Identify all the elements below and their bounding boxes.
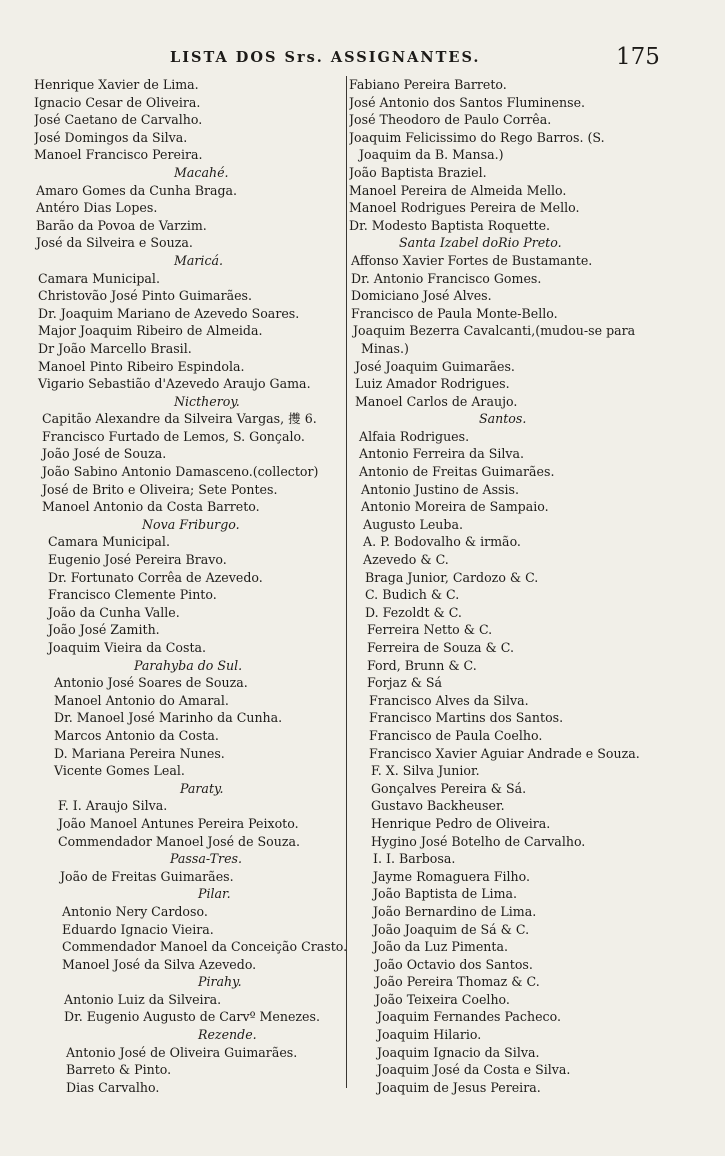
subscriber-entry: Antonio Moreira de Sampaio.: [361, 499, 549, 515]
subscriber-entry: Dr. Joaquim Mariano de Azevedo Soares.: [38, 305, 300, 321]
subscriber-entry: Joaquim da B. Mansa.): [359, 147, 504, 163]
subscriber-entry: Vicente Gomes Leal.: [54, 763, 185, 779]
subscriber-entry: Ferreira de Souza & C.: [367, 640, 514, 655]
subscriber-entry: José de Brito e Oliveira; Sete Pontes.: [42, 481, 278, 497]
subscriber-entry: João de Freitas Guimarães.: [60, 868, 234, 884]
subscriber-entry: Antonio Nery Cardoso.: [62, 903, 208, 919]
subscriber-entry: Joaquim Fernandes Pacheco.: [377, 1009, 561, 1025]
subscriber-entry: Camara Municipal.: [48, 534, 170, 550]
subscriber-entry: João Pereira Thomaz & C.: [375, 974, 540, 990]
section-heading: Santos.: [479, 411, 527, 427]
subscriber-entry: João da Luz Pimenta.: [373, 939, 508, 955]
subscriber-entry: José da Silveira e Souza.: [36, 235, 193, 251]
page-header: [0, 44, 725, 74]
section-heading: Santa Izabel doRio Preto.: [399, 235, 562, 251]
section-heading: Maricá.: [174, 252, 224, 268]
subscriber-entry: José Theodoro de Paulo Corrêa.: [349, 112, 552, 128]
subscriber-entry: C. Budich & C.: [365, 587, 460, 603]
subscriber-entry: Fabiano Pereira Barreto.: [349, 77, 507, 92]
subscriber-entry: D. Fezoldt & C.: [365, 604, 462, 620]
page-number: 175: [616, 44, 660, 70]
subscriber-entry: Christovão José Pinto Guimarães.: [38, 288, 253, 304]
subscriber-entry: A. P. Bodovalho & irmão.: [363, 534, 521, 550]
subscriber-entry: Francisco Martins dos Santos.: [369, 710, 564, 726]
subscriber-entry: Ignacio Cesar de Oliveira.: [34, 94, 201, 110]
subscriber-entry: Antonio de Freitas Guimarães.: [359, 464, 555, 480]
subscriber-entry: Manoel Pinto Ribeiro Espindola.: [38, 358, 245, 374]
left-column: [34, 76, 364, 1096]
subscriber-entry: Dias Carvalho.: [66, 1079, 160, 1095]
subscriber-entry: José Domingos da Silva.: [34, 129, 188, 145]
subscriber-entry: Joaquim Ignacio da Silva.: [377, 1044, 540, 1060]
subscriber-entry: Manoel Antonio da Costa Barreto.: [42, 499, 260, 515]
subscriber-entry: Francisco de Paula Coelho.: [369, 727, 543, 743]
subscriber-entry: Amaro Gomes da Cunha Braga.: [36, 182, 238, 198]
subscriber-entry: João Baptista de Lima.: [373, 886, 518, 902]
subscriber-entry: João Baptista Braziel.: [349, 164, 487, 180]
subscriber-entry: Joaquim Bezerra Cavalcanti,(mudou-se para: [353, 323, 636, 339]
section-heading: Pilar.: [198, 886, 231, 902]
subscriber-entry: Augusto Leuba.: [363, 516, 463, 532]
subscriber-entry: F. I. Araujo Silva.: [58, 798, 168, 814]
subscriber-entry: Affonso Xavier Fortes de Bustamante.: [351, 252, 593, 268]
subscriber-entry: João da Cunha Valle.: [48, 604, 180, 620]
subscriber-entry: João Octavio dos Santos.: [375, 956, 533, 972]
subscriber-entry: Gonçalves Pereira & Sá.: [371, 780, 527, 796]
subscriber-entry: Vigario Sebastião d'Azevedo Araujo Gama.: [38, 376, 311, 392]
subscriber-entry: F. X. Silva Junior.: [371, 763, 480, 779]
subscriber-entry: D. Mariana Pereira Nunes.: [54, 745, 225, 761]
section-heading: Paraty.: [180, 780, 224, 796]
section-heading: Rezende.: [198, 1027, 257, 1043]
subscriber-entry: Forjaz & Sá: [367, 675, 443, 691]
subscriber-entry: Minas.): [361, 340, 409, 356]
subscriber-entry: Braga Junior, Cardozo & C.: [365, 569, 539, 585]
subscriber-entry: Francisco de Paula Monte-Bello.: [351, 305, 558, 321]
subscriber-entry: Antonio Ferreira da Silva.: [359, 446, 525, 462]
section-heading: Parahyba do Sul.: [134, 657, 243, 673]
subscriber-entry: João Joaquim de Sá & C.: [373, 921, 530, 937]
subscriber-entry: José Joaquim Guimarães.: [355, 358, 515, 374]
subscriber-entry: Hygino José Botelho de Carvalho.: [371, 833, 586, 849]
subscriber-entry: Joaquim José da Costa e Silva.: [377, 1062, 571, 1078]
subscriber-entry: Manoel Rodrigues Pereira de Mello.: [349, 200, 580, 216]
subscriber-entry: Jayme Romaguera Filho.: [373, 868, 531, 884]
section-heading: Pirahy.: [198, 974, 242, 990]
subscriber-entry: Ferreira Netto & C.: [367, 622, 493, 638]
subscriber-entry: Manoel Carlos de Araujo.: [355, 393, 518, 409]
subscriber-entry: Francisco Alves da Silva.: [369, 692, 529, 708]
subscriber-entry: Major Joaquim Ribeiro de Almeida.: [38, 323, 263, 339]
section-heading: Nictheroy.: [174, 393, 240, 409]
subscriber-entry: João José de Souza.: [42, 446, 167, 462]
subscriber-entry: Marcos Antonio da Costa.: [54, 727, 219, 743]
subscriber-entry: Commendador Manoel José de Souza.: [58, 833, 301, 849]
subscriber-entry: Manoel Antonio do Amaral.: [54, 692, 229, 708]
subscriber-entry: José Antonio dos Santos Fluminense.: [349, 94, 586, 110]
subscriber-entry: João Bernardino de Lima.: [373, 903, 537, 919]
subscriber-entry: Antonio José de Oliveira Guimarães.: [66, 1044, 298, 1060]
subscriber-entry: Francisco Clemente Pinto.: [48, 587, 217, 603]
subscriber-entry: Dr. Antonio Francisco Gomes.: [351, 270, 542, 286]
subscriber-entry: Henrique Pedro de Oliveira.: [371, 815, 551, 831]
subscriber-entry: Dr. Fortunato Corrêa de Azevedo.: [48, 569, 263, 585]
subscriber-entry: João Teixeira Coelho.: [375, 991, 510, 1007]
subscriber-entry: Manoel José da Silva Azevedo.: [62, 956, 257, 972]
subscriber-entry: I. I. Barbosa.: [373, 851, 456, 867]
subscriber-entry: Antonio Luiz da Silveira.: [64, 991, 222, 1007]
subscriber-entry: Eduardo Ignacio Vieira.: [62, 921, 214, 937]
subscriber-entry: Ford, Brunn & C.: [367, 657, 477, 673]
subscriber-entry: João Manoel Antunes Pereira Peixoto.: [58, 815, 299, 831]
subscriber-entry: Joaquim Hilario.: [377, 1027, 482, 1043]
subscriber-entry: Eugenio José Pereira Bravo.: [48, 552, 227, 568]
page-title: LISTA DOS Srs. ASSIGNANTES.: [170, 49, 481, 66]
subscriber-entry: Dr. Eugenio Augusto de Carvº Menezes.: [64, 1009, 320, 1025]
section-heading: Nova Friburgo.: [142, 516, 240, 532]
subscriber-entry: Camara Municipal.: [38, 270, 160, 286]
subscriber-entry: Joaquim Felicissimo do Rego Barros. (S.: [349, 129, 605, 145]
section-heading: Passa-Tres.: [170, 851, 242, 867]
subscriber-entry: Alfaia Rodrigues.: [359, 428, 470, 444]
subscriber-entry: Joaquim Vieira da Costa.: [48, 640, 207, 655]
subscriber-entry: Luiz Amador Rodrigues.: [355, 376, 510, 392]
subscriber-entry: Henrique Xavier de Lima.: [34, 77, 199, 92]
subscriber-entry: Dr. Manoel José Marinho da Cunha.: [54, 710, 283, 726]
subscriber-entry: Antéro Dias Lopes.: [36, 200, 158, 216]
subscriber-entry: Domiciano José Alves.: [351, 288, 492, 304]
subscriber-entry: José Caetano de Carvalho.: [34, 112, 203, 128]
section-heading: Macahé.: [174, 164, 229, 180]
subscriber-entry: Joaquim de Jesus Pereira.: [377, 1079, 541, 1095]
subscriber-entry: Antonio José Soares de Souza.: [54, 675, 248, 691]
subscriber-entry: Barreto & Pinto.: [66, 1062, 172, 1078]
subscriber-entry: Barão da Povoa de Varzim.: [36, 217, 207, 233]
subscriber-entry: Francisco Xavier Aguiar Andrade e Souza.: [369, 745, 640, 761]
subscriber-entry: João José Zamith.: [48, 622, 160, 638]
subscriber-entry: Gustavo Backheuser.: [371, 798, 505, 814]
subscriber-entry: Manoel Francisco Pereira.: [34, 147, 203, 163]
subscriber-entry: João Sabino Antonio Damasceno.(collector): [42, 464, 319, 480]
subscriber-entry: Manoel Pereira de Almeida Mello.: [349, 182, 567, 198]
subscriber-entry: Capitão Alexandre da Silveira Vargas, 㩳 6.: [42, 411, 317, 427]
right-column: [346, 76, 721, 1095]
subscriber-entry: Francisco Furtado de Lemos, S. Gonçalo.: [42, 428, 305, 444]
subscriber-entry: Dr. Modesto Baptista Roquette.: [349, 217, 551, 233]
subscriber-entry: Dr João Marcello Brasil.: [38, 340, 192, 356]
subscriber-entry: Antonio Justino de Assis.: [361, 481, 520, 497]
subscriber-entry: Azevedo & C.: [363, 552, 449, 568]
subscriber-entry: Commendador Manoel da Conceição Crasto.: [62, 939, 348, 955]
